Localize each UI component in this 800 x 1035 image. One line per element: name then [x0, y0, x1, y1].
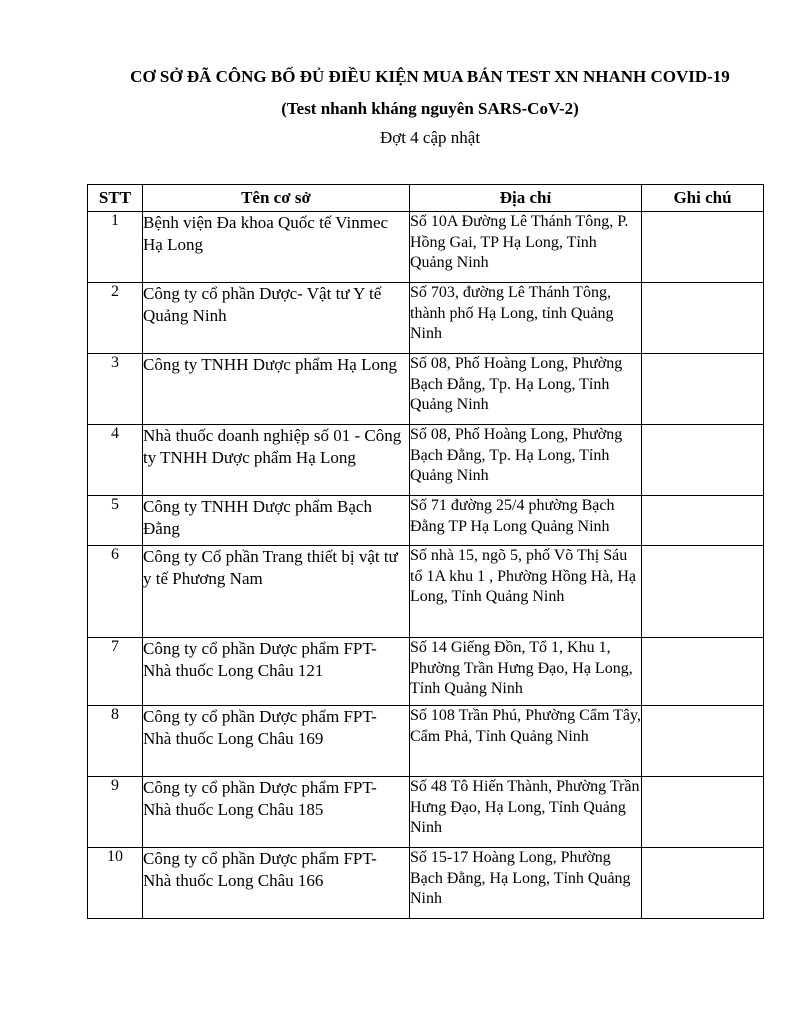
table-row: [88, 638, 764, 706]
table-row: [88, 283, 764, 354]
table-row: [88, 546, 764, 638]
row-address: Số 703, đường Lê Thánh Tông, thành phố Hạ Long, tỉnh Quảng Ninh: [410, 283, 642, 354]
header-note: Ghi chú: [642, 185, 764, 212]
table-row: [88, 496, 764, 546]
document-subtitle: Đợt 4 cập nhật: [379, 128, 481, 147]
row-address: Số 15-17 Hoàng Long, Phường Bạch Đằng, Hạ Long, Tỉnh Quảng Ninh: [410, 848, 642, 919]
row-stt: 4: [88, 425, 143, 496]
row-name: Công ty cổ phần Dược- Vật tư Y tế Quảng Ninh: [143, 283, 410, 354]
row-stt: 10: [88, 848, 143, 919]
row-note: [642, 848, 764, 919]
row-name: Công ty TNHH Dược phẩm Bạch Đằng: [143, 496, 410, 546]
row-name: Công ty Cổ phần Trang thiết bị vật tư y tế Phương Nam: [143, 546, 410, 638]
row-stt: 3: [88, 354, 143, 425]
row-address: Số 48 Tô Hiến Thành, Phường Trần Hưng Đạo, Hạ Long, Tỉnh Quảng Ninh: [410, 777, 642, 848]
facility-table: [87, 184, 764, 919]
row-name: Bệnh viện Đa khoa Quốc tế Vinmec Hạ Long: [143, 212, 410, 283]
row-stt: 1: [88, 212, 143, 283]
table-header-row: [88, 185, 764, 212]
header-stt: STT: [88, 185, 143, 212]
row-note: [642, 212, 764, 283]
row-note: [642, 777, 764, 848]
row-name: Công ty cổ phần Dược phẩm FPT- Nhà thuốc Long Châu 169: [143, 706, 410, 777]
row-name: Công ty cổ phần Dược phẩm FPT- Nhà thuốc Long Châu 121: [143, 638, 410, 706]
row-name: Công ty cổ phần Dược phẩm FPT- Nhà thuốc Long Châu 185: [143, 777, 410, 848]
row-address: Số 108 Trần Phú, Phường Cẩm Tây, Cẩm Phả, Tỉnh Quảng Ninh: [410, 706, 642, 777]
row-name: Nhà thuốc doanh nghiệp số 01 - Công ty TNHH Dược phẩm Hạ Long: [143, 425, 410, 496]
row-stt: 8: [88, 706, 143, 777]
row-stt: 2: [88, 283, 143, 354]
row-name: Công ty cổ phần Dược phẩm FPT- Nhà thuốc Long Châu 166: [143, 848, 410, 919]
header-name: Tên cơ sở: [143, 185, 410, 212]
row-address: Số 08, Phố Hoàng Long, Phường Bạch Đằng, Tp. Hạ Long, Tỉnh Quảng Ninh: [410, 425, 642, 496]
row-note: [642, 354, 764, 425]
table-row: [88, 777, 764, 848]
row-stt: 6: [88, 546, 143, 638]
row-address: Số nhà 15, ngõ 5, phố Võ Thị Sáu tổ 1A khu 1 , Phường Hồng Hà, Hạ Long, Tỉnh Quảng Ninh: [410, 546, 642, 638]
row-note: [642, 283, 764, 354]
table-row: [88, 212, 764, 283]
document-title: CƠ SỞ ĐÃ CÔNG BỐ ĐỦ ĐIỀU KIỆN MUA BÁN TEST XN NHANH COVID-19: [130, 67, 730, 86]
row-note: [642, 638, 764, 706]
table-row: [88, 706, 764, 777]
table-row: [88, 848, 764, 919]
row-note: [642, 496, 764, 546]
table-row: [88, 354, 764, 425]
row-note: [642, 546, 764, 638]
header-address: Địa chỉ: [410, 185, 642, 212]
row-address: Số 14 Giếng Đồn, Tổ 1, Khu 1, Phường Trần Hưng Đạo, Hạ Long, Tỉnh Quảng Ninh: [410, 638, 642, 706]
row-address: Số 10A Đường Lê Thánh Tông, P. Hồng Gai, TP Hạ Long, Tỉnh Quảng Ninh: [410, 212, 642, 283]
row-stt: 9: [88, 777, 143, 848]
row-address: Số 08, Phố Hoàng Long, Phường Bạch Đằng, Tp. Hạ Long, Tỉnh Quảng Ninh: [410, 354, 642, 425]
row-note: [642, 706, 764, 777]
row-stt: 7: [88, 638, 143, 706]
table-row: [88, 425, 764, 496]
row-note: [642, 425, 764, 496]
row-address: Số 71 đường 25/4 phường Bạch Đằng TP Hạ Long Quảng Ninh: [410, 496, 642, 546]
row-name: Công ty TNHH Dược phẩm Hạ Long: [143, 354, 410, 425]
document-title-subline: (Test nhanh kháng nguyên SARS-CoV-2): [281, 99, 579, 118]
row-stt: 5: [88, 496, 143, 546]
